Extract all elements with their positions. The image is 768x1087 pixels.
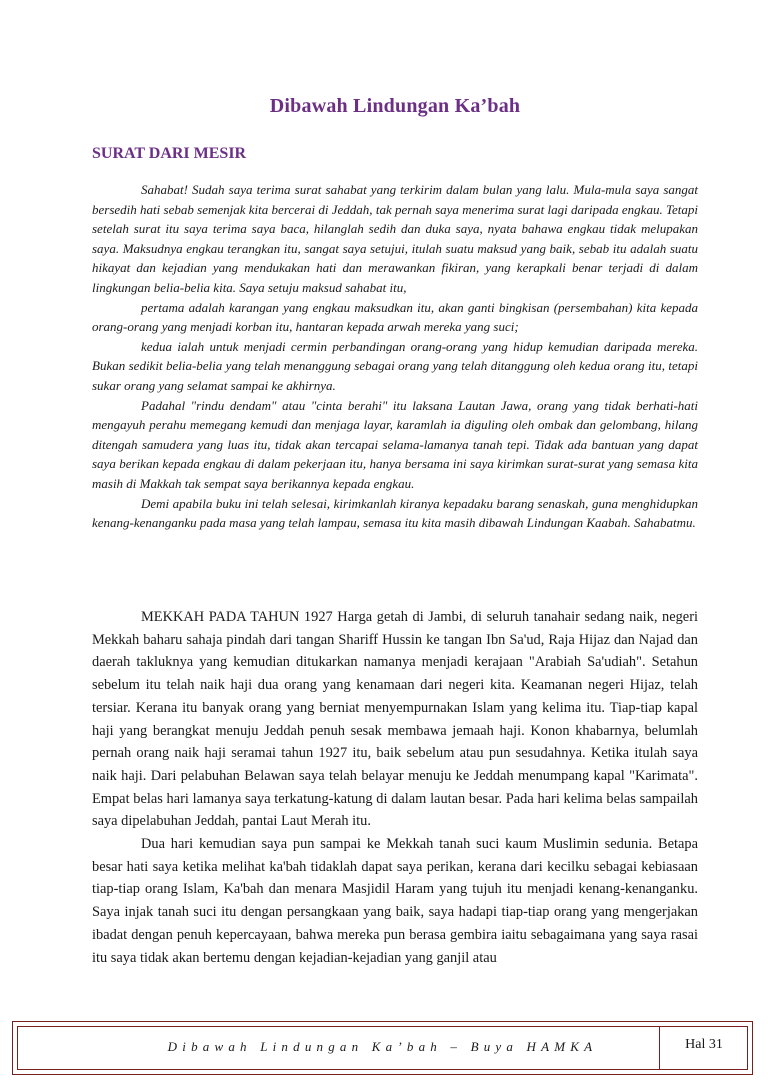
body-paragraph: Dua hari kemudian saya pun sampai ke Mekkah tanah suci kaum Muslimin sedunia. Betapa besar hati saya ketika melihat ka'bah tidaklah dapat saya perikan, kerana dari kecilku sebagai kebiasaan tiap-tiap orang Islam, Ka'bah dan menara Masjidil Haram yang tujuh itu menjadi kenang-kenanganku. Saya injak tanah suci itu dengan persangkaan yang baik, saya hadapi tiap-tiap orang yang mengerjakan ibadat dengan penuh kepercayaan, bahwa mereka pun berasa gembira iaitu sebagaimana yang saya rasai itu saya tidak akan bertemu dengan kejadian-kejadian yang ganjil atau <box>92 836 698 966</box>
letter-paragraph: Sahabat! Sudah saya terima surat sahabat yang terkirim dalam bulan yang lalu. Mula-mula saya sangat bersedih hati sebab semenjak kita bercerai di Jeddah, tak pernah saya menerima surat lagi daripada engkau. Tetapi setelah surat itu saya terima saya baca, hilanglah sedih dan duka saya, nyata bahawa engkau tidak melupakan saya. Maksudnya engkau terangkan itu, sangat saya setujui, itulah suatu maksud yang baik, sebab itu adalah suatu hikayat dan kejadian yang mendukakan hati dan merawankan fikiran, yang kerapkali benar terjadi di dalam lingkungan belia-belia kita. Saya setuju maksud sahabat itu, <box>92 182 698 295</box>
letter-block <box>92 180 698 533</box>
page-title: Dibawah Lindungan Ka’bah <box>269 95 521 117</box>
section-heading: SURAT DARI MESIR <box>92 145 247 162</box>
body-text <box>92 606 698 969</box>
letter-paragraph: Padahal "rindu dendam" atau "cinta berahi" itu laksana Lautan Jawa, orang yang tidak berhati-hati mengayuh perahu memegang kemudi dan menjaga layar, karamlah ia diguling oleh ombak dan gelombang, hilang ditengah samudera yang luas itu, tidak akan tercapai selama-lamanya tanah tepi. Tidak ada bantuan yang dapat saya berikan kepada engkau di dalam pekerjaan itu, hanya bersama ini saya kirimkan surat-surat yang semasa kita masih di Makkah tak sempat saya berikannya kepada engkau. <box>92 397 698 491</box>
letter-paragraph: kedua ialah untuk menjadi cermin perbandingan orang-orang yang hidup kemudian daripada mereka. Bukan sedikit belia-belia yang telah menanggung sebagai orang yang telah ditanggung oleh kedua orang itu, tetapi sukar orang yang selamat sampai ke akhirnya. <box>92 338 698 393</box>
footer-running-title: Dibawah Lindungan Ka’bah – Buya HAMKA <box>167 1039 598 1054</box>
page-number: Hal 31 <box>685 1037 723 1052</box>
letter-paragraph: Demi apabila buku ini telah selesai, kirimkanlah kiranya kepadaku barang senaskah, guna menghidupkan kenang-kenanganku pada masa yang telah lampau, semasa itu kita masih dibawah Lindungan Kaabah. Sahabatmu. <box>92 495 698 531</box>
body-paragraph: MEKKAH PADA TAHUN 1927 Harga getah di Jambi, di seluruh tanahair sedang naik, negeri Mekkah baharu sahaja pindah dari tangan Shariff Hussin ke tangan Ibn Sa'ud, Raja Hijaz dan Najad dan daerah takluknya yang kemudian ditukarkan namanya menjadi kerajaan "Arabiah Sa'udiah". Setahun sebelum itu telah naik haji dua orang yang kenamaan dari negeri kita. Keamanan negeri Hijaz, telah tersiar. Kerana itu banyak orang yang berniat menyempurnakan Islam yang kelima itu. Tiap-tiap kapal haji yang berangkat menuju Jeddah penuh sesak membawa jemaah haji. Konon khabarnya, belumlah pernah orang naik haji seramai tahun 1927 itu, baik sebelum atau pun sesudahnya. Ketika itulah saya naik haji. Dari pelabuhan Belawan saya telah belayar menuju ke Jeddah menumpang kapal "Karimata". Empat belas hari lamanya saya terkatung-katung di dalam lautan besar. Pada hari kelima belas sampailah saya dipelabuhan Jeddah, pantai Laut Merah itu. <box>92 609 698 830</box>
letter-paragraph: pertama adalah karangan yang engkau maksudkan itu, akan ganti bingkisan (persembahan) kita kepada orang-orang yang menjadi korban itu, hantaran kepada arwah mereka yang suci; <box>92 299 698 335</box>
